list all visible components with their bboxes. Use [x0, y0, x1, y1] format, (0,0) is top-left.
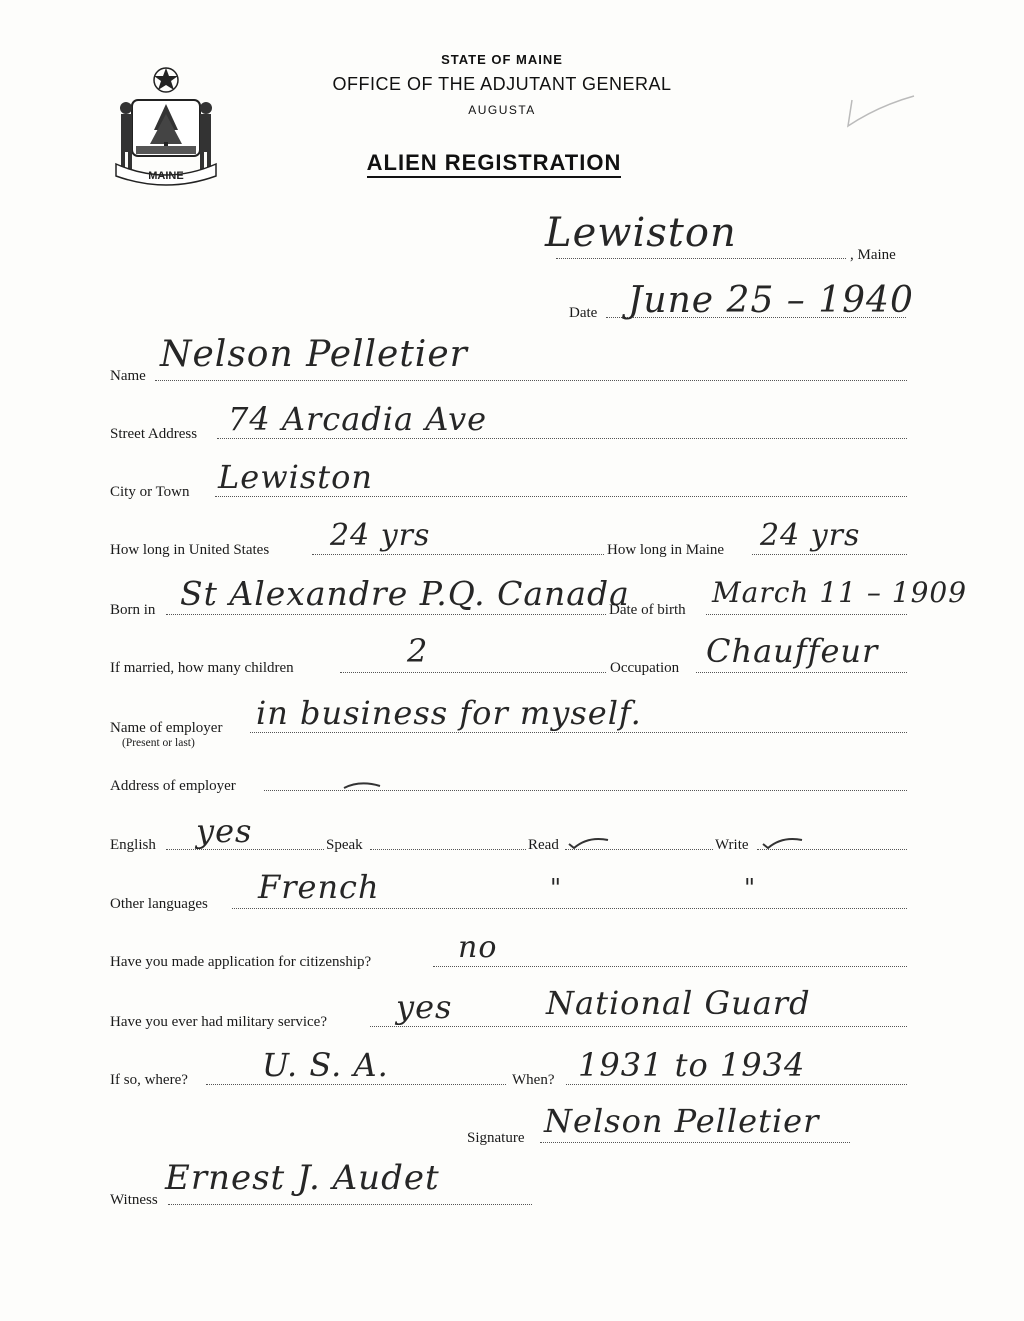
signature-label: Signature	[467, 1130, 525, 1146]
header-city: AUGUSTA	[468, 103, 536, 117]
citizenship-value: no	[458, 930, 498, 965]
date-value: June 25 – 1940	[628, 280, 914, 321]
children-line	[340, 672, 606, 673]
us-value: 24 yrs	[330, 518, 431, 553]
born-value: St Alexandre P.Q. Canada	[180, 574, 630, 613]
occupation-value: Chauffeur	[706, 632, 879, 670]
us-label: How long in United States	[110, 542, 270, 558]
witness-label: Witness	[110, 1192, 158, 1208]
street-value: 74 Arcadia Ave	[228, 400, 488, 438]
write-check-mark	[760, 832, 804, 850]
when-value: 1931 to 1934	[578, 1046, 806, 1084]
employer-label: Name of employer	[110, 720, 223, 736]
name-label: Name	[110, 368, 146, 384]
other-languages-label: Other languages	[110, 896, 208, 912]
corner-check-icon	[838, 92, 918, 132]
speak-label: Speak	[326, 837, 363, 853]
military-value: yes	[396, 988, 453, 1026]
us-line	[312, 554, 604, 555]
where-value: U. S. A.	[262, 1046, 389, 1084]
place-value: Lewiston	[545, 210, 737, 256]
dob-line	[706, 614, 907, 615]
employer-address-dash-mark	[340, 776, 384, 794]
header-state: STATE OF MAINE	[441, 52, 563, 67]
maine-line	[752, 554, 907, 555]
where-label: If so, where?	[110, 1072, 188, 1088]
other-languages-line	[232, 908, 907, 909]
write-label: Write	[715, 837, 749, 853]
where-line	[206, 1084, 506, 1085]
witness-line	[168, 1204, 532, 1205]
street-label: Street Address	[110, 426, 198, 442]
children-label: If married, how many children	[110, 660, 294, 676]
place-state-label: , Maine	[850, 247, 896, 263]
other-languages-value: French	[258, 868, 380, 906]
city-line	[215, 496, 907, 497]
read-label: Read	[528, 837, 559, 853]
maine-label: How long in Maine	[607, 542, 725, 558]
children-value: 2	[407, 632, 429, 670]
born-line	[166, 614, 606, 615]
military-label: Have you ever had military service?	[110, 1014, 327, 1030]
citizenship-label: Have you made application for citizenship?	[110, 954, 372, 970]
city-value: Lewiston	[218, 458, 373, 496]
citizenship-line	[433, 966, 907, 967]
name-value: Nelson Pelletier	[160, 334, 468, 375]
military-line	[370, 1026, 907, 1027]
witness-value: Ernest J. Audet	[165, 1158, 440, 1198]
signature-line	[540, 1142, 850, 1143]
ditto-mark-read: "	[550, 874, 563, 902]
city-label: City or Town	[110, 484, 190, 500]
english-value: yes	[196, 812, 253, 850]
ditto-mark-write: "	[744, 874, 757, 902]
form-title-text: ALIEN REGISTRATION	[367, 150, 622, 178]
when-label: When?	[512, 1072, 555, 1088]
military-unit-value: National Guard	[546, 984, 811, 1022]
employer-line	[250, 732, 907, 733]
occupation-line	[696, 672, 907, 673]
employer-value: in business for myself.	[256, 694, 642, 732]
read-check-mark	[566, 832, 610, 850]
date-label: Date	[569, 305, 598, 321]
place-line	[556, 258, 846, 259]
when-line	[566, 1084, 907, 1085]
employer-sub-label: (Present or last)	[122, 737, 195, 749]
street-line	[217, 438, 907, 439]
english-label: English	[110, 837, 156, 853]
employer-address-label: Address of employer	[110, 778, 236, 794]
seal-motto-text: MAINE	[148, 170, 184, 182]
dob-label: Date of birth	[609, 602, 686, 618]
occupation-label: Occupation	[610, 660, 680, 676]
dob-value: March 11 – 1909	[712, 576, 968, 609]
signature-value: Nelson Pelletier	[544, 1102, 820, 1140]
born-label: Born in	[110, 602, 156, 618]
header-office: OFFICE OF THE ADJUTANT GENERAL	[332, 74, 672, 94]
name-line	[155, 380, 907, 381]
speak-line	[370, 849, 526, 850]
form-title	[0, 150, 1006, 176]
maine-value: 24 yrs	[760, 518, 861, 553]
